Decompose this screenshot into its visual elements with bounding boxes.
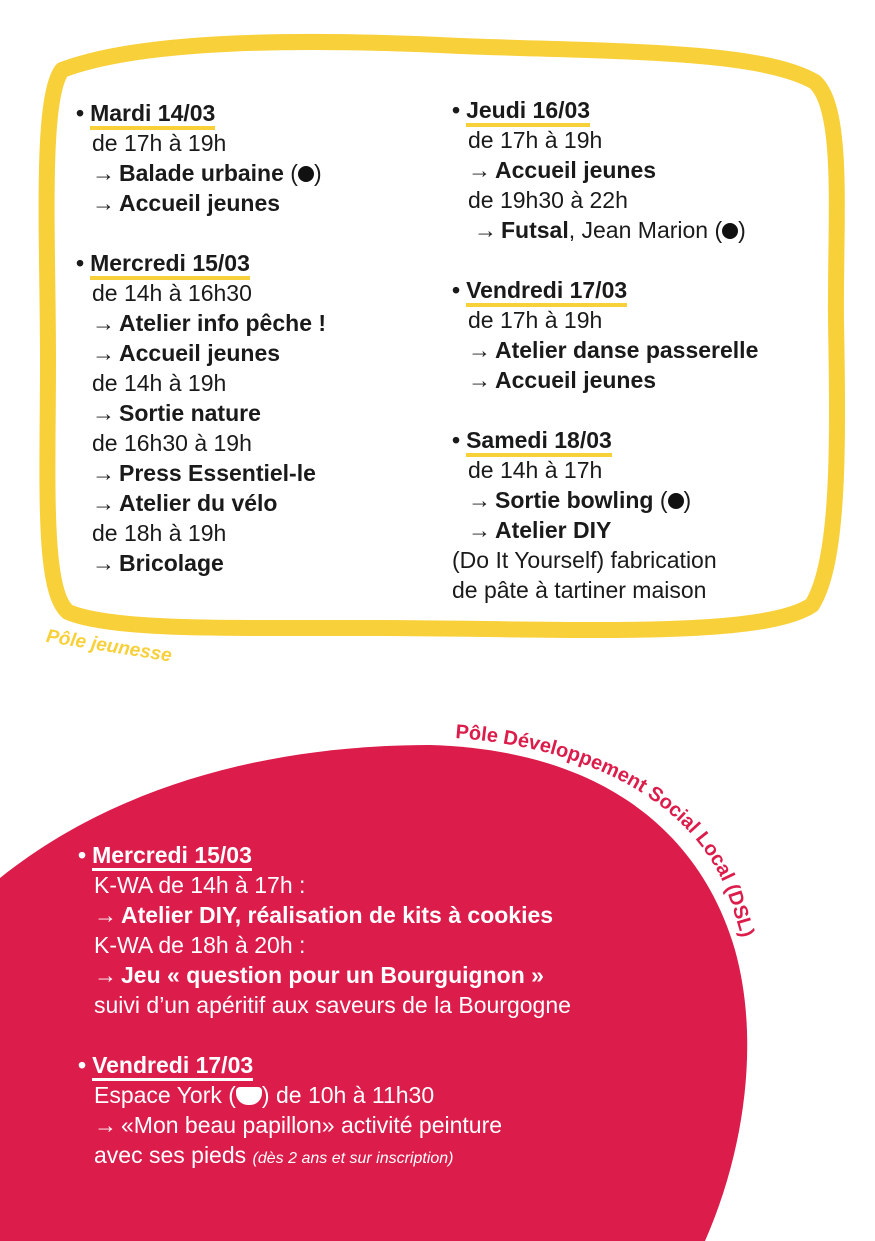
time-line: Espace York ( ) de 10h à 11h30 [94, 1082, 435, 1108]
note-line: (Do It Yourself) fabrication [452, 547, 717, 573]
day-heading: • Mercredi 15/03 [78, 840, 571, 870]
left-column [76, 98, 326, 578]
note-line: suivi d’un apéritif aux saveurs de la Bourgogne [94, 992, 571, 1018]
day-heading: • Mercredi 15/03 [76, 248, 326, 278]
time-line: de 14h à 19h [92, 370, 227, 396]
dot-icon [298, 166, 314, 182]
time-line: K-WA de 14h à 17h : [94, 872, 306, 898]
activity: → Accueil jeunes [92, 190, 281, 216]
note-line: de pâte à tartiner maison [452, 577, 707, 603]
activity: → Atelier danse passerelle [468, 337, 759, 363]
activity: → Atelier DIY [468, 517, 612, 543]
pole-jeunesse-label: Pôle jeunesse [44, 626, 174, 667]
time-line: de 19h30 à 22h [468, 187, 628, 213]
day-heading: • Vendredi 17/03 [78, 1050, 571, 1080]
activity: → Jeu « question pour un Bourguignon » [94, 962, 544, 988]
activity: → Balade urbaine ( ) [92, 160, 322, 186]
time-line: de 18h à 19h [92, 520, 227, 546]
time-line: de 14h à 16h30 [92, 280, 252, 306]
pole-dsl-label: Pôle Développement Social Local (DSL) [454, 721, 759, 940]
activity: → Sortie nature [92, 400, 261, 426]
shell-icon [236, 1087, 262, 1105]
time-line: de 17h à 19h [468, 307, 603, 333]
time-line: de 14h à 17h [468, 457, 603, 483]
activity: → Sortie bowling ( ) [468, 487, 692, 513]
day-heading: • Mardi 14/03 [76, 98, 326, 128]
red-column [78, 840, 571, 1174]
dot-icon [722, 223, 738, 239]
activity: → Accueil jeunes [468, 157, 657, 183]
time-line: de 17h à 19h [92, 130, 227, 156]
activity: → Press Essentiel-le [92, 460, 316, 486]
activity: → Atelier du vélo [92, 490, 278, 516]
day-heading: • Jeudi 16/03 [452, 95, 758, 125]
day-heading: • Vendredi 17/03 [452, 275, 758, 305]
time-line: K-WA de 18h à 20h : [94, 932, 306, 958]
dot-icon [668, 493, 684, 509]
activity: → Atelier DIY, réalisation de kits à cookies [94, 902, 554, 928]
activity: → Accueil jeunes [92, 340, 281, 366]
activity: → «Mon beau papillon» activité peinture [94, 1112, 503, 1138]
note-line: avec ses pieds (dès 2 ans et sur inscription) [94, 1142, 454, 1168]
right-column [452, 95, 758, 605]
activity: → Atelier info pêche ! [92, 310, 327, 336]
day-heading: • Samedi 18/03 [452, 425, 758, 455]
activity: → Accueil jeunes [468, 367, 657, 393]
time-line: de 16h30 à 19h [92, 430, 252, 456]
time-line: de 17h à 19h [468, 127, 603, 153]
activity: → Futsal, Jean Marion ( ) [474, 217, 746, 243]
activity: → Bricolage [92, 550, 224, 576]
